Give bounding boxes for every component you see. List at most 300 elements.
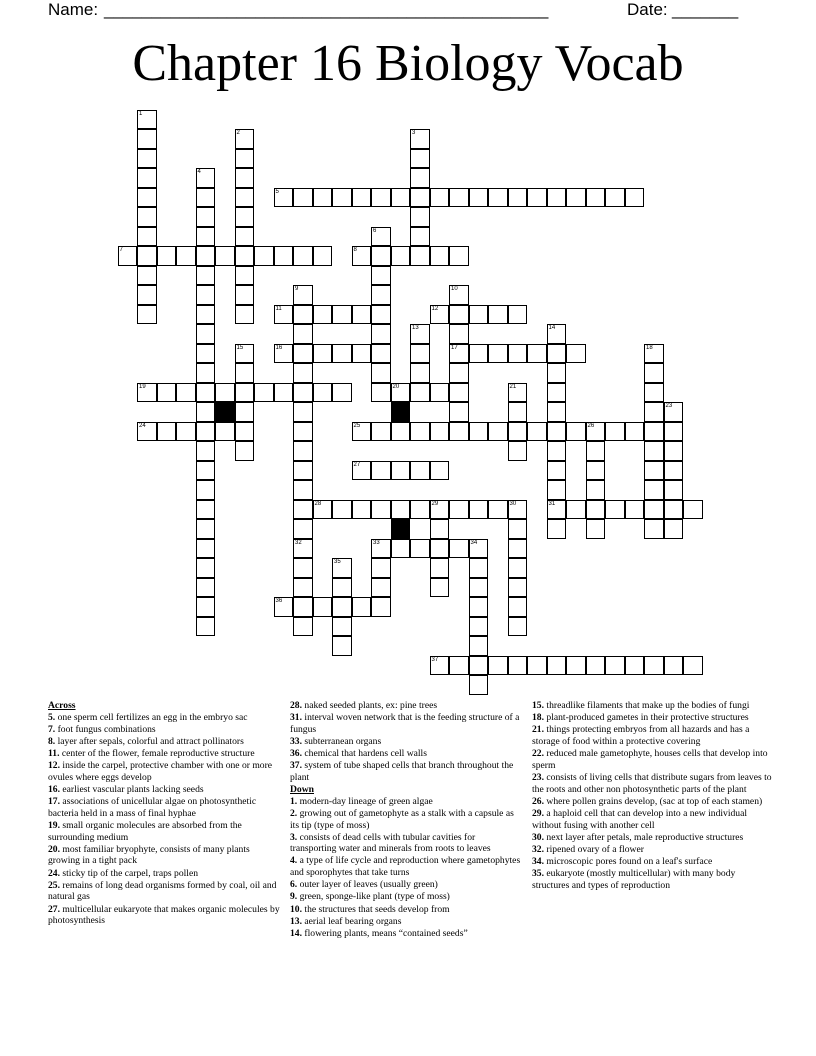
crossword-cell[interactable] — [508, 383, 528, 403]
crossword-cell[interactable] — [547, 422, 567, 442]
crossword-cell[interactable] — [625, 500, 645, 520]
crossword-cell[interactable] — [664, 422, 684, 442]
crossword-cell[interactable] — [391, 383, 411, 403]
crossword-cell[interactable] — [391, 500, 411, 520]
crossword-cell[interactable] — [293, 422, 313, 442]
crossword-cell[interactable] — [352, 344, 372, 364]
crossword-cell[interactable] — [410, 344, 430, 364]
crossword-cell[interactable] — [313, 344, 333, 364]
across-clue — [48, 736, 280, 748]
crossword-cell[interactable] — [586, 422, 606, 442]
crossword-cell[interactable] — [235, 285, 255, 305]
crossword-cell[interactable] — [293, 383, 313, 403]
crossword-cell[interactable] — [196, 188, 216, 208]
crossword-cell[interactable] — [664, 461, 684, 481]
crossword-cell[interactable] — [644, 344, 664, 364]
crossword-cell[interactable] — [196, 402, 216, 422]
crossword-cell[interactable] — [410, 383, 430, 403]
down-clue — [290, 891, 522, 903]
crossword-cell[interactable] — [586, 461, 606, 481]
crossword-cell[interactable] — [508, 539, 528, 559]
clue-number-label: 35. — [532, 868, 544, 880]
crossword-cell[interactable] — [196, 461, 216, 481]
crossword-cell[interactable] — [469, 578, 489, 598]
crossword-cell[interactable] — [430, 305, 450, 325]
crossword-cell[interactable] — [235, 129, 255, 149]
crossword-cell[interactable] — [332, 558, 352, 578]
crossword-cell[interactable] — [274, 383, 294, 403]
crossword-cell[interactable] — [118, 246, 138, 266]
crossword-cell[interactable] — [196, 500, 216, 520]
crossword-cell[interactable] — [449, 285, 469, 305]
crossword-cell[interactable] — [235, 402, 255, 422]
crossword-cell[interactable] — [547, 188, 567, 208]
clue-number-label: 4. — [290, 855, 298, 867]
crossword-cell[interactable] — [430, 519, 450, 539]
crossword-cell[interactable] — [293, 461, 313, 481]
crossword-cell[interactable] — [196, 363, 216, 383]
down-clue — [532, 724, 772, 747]
crossword-cell[interactable] — [293, 305, 313, 325]
crossword-cell[interactable] — [625, 188, 645, 208]
crossword-cell[interactable] — [352, 500, 372, 520]
crossword-cell[interactable] — [196, 539, 216, 559]
clue-number: 17 — [451, 344, 458, 351]
crossword-cell[interactable] — [508, 188, 528, 208]
crossword-cell[interactable] — [410, 422, 430, 442]
crossword-cell[interactable] — [196, 246, 216, 266]
crossword-cell[interactable] — [683, 500, 703, 520]
crossword-cell[interactable] — [508, 597, 528, 617]
crossword-cell[interactable] — [527, 188, 547, 208]
clue-number-label: 30. — [532, 831, 544, 843]
crossword-cell[interactable] — [430, 578, 450, 598]
crossword-cell[interactable] — [625, 656, 645, 676]
crossword-cell[interactable] — [644, 500, 664, 520]
crossword-cell[interactable] — [508, 519, 528, 539]
black-square — [215, 402, 235, 422]
crossword-cell[interactable] — [196, 344, 216, 364]
crossword-cell[interactable] — [625, 422, 645, 442]
crossword-cell[interactable] — [586, 500, 606, 520]
crossword-cell[interactable] — [683, 656, 703, 676]
crossword-cell[interactable] — [352, 422, 372, 442]
crossword-cell[interactable] — [410, 227, 430, 247]
crossword-cell[interactable] — [644, 461, 664, 481]
crossword-cell[interactable] — [332, 305, 352, 325]
crossword-cell[interactable] — [293, 617, 313, 637]
crossword-cell[interactable] — [293, 246, 313, 266]
crossword-cell[interactable] — [527, 422, 547, 442]
crossword-cell[interactable] — [508, 305, 528, 325]
crossword-cell[interactable] — [430, 383, 450, 403]
crossword-cell[interactable] — [469, 597, 489, 617]
crossword-cell[interactable] — [293, 402, 313, 422]
crossword-cell[interactable] — [605, 422, 625, 442]
crossword-cell[interactable] — [196, 383, 216, 403]
clue-text: system of tube shaped cells that branch throughout the plant — [290, 760, 514, 783]
crossword-cell[interactable] — [235, 363, 255, 383]
crossword-cell[interactable] — [332, 636, 352, 656]
crossword-cell[interactable] — [586, 656, 606, 676]
crossword-cell[interactable] — [157, 422, 177, 442]
crossword-cell[interactable] — [196, 266, 216, 286]
crossword-cell[interactable] — [196, 227, 216, 247]
crossword-cell[interactable] — [566, 422, 586, 442]
crossword-cell[interactable] — [488, 422, 508, 442]
crossword-cell[interactable] — [235, 344, 255, 364]
crossword-cell[interactable] — [527, 656, 547, 676]
crossword-cell[interactable] — [235, 305, 255, 325]
crossword-cell[interactable] — [391, 539, 411, 559]
crossword-cell[interactable] — [430, 188, 450, 208]
crossword-cell[interactable] — [391, 188, 411, 208]
crossword-cell[interactable] — [235, 207, 255, 227]
crossword-cell[interactable] — [488, 500, 508, 520]
crossword-cell[interactable] — [137, 246, 157, 266]
crossword-cell[interactable] — [430, 246, 450, 266]
crossword-cell[interactable] — [508, 422, 528, 442]
crossword-cell[interactable] — [332, 617, 352, 637]
crossword-cell[interactable] — [430, 422, 450, 442]
crossword-cell[interactable] — [547, 344, 567, 364]
crossword-cell[interactable] — [371, 539, 391, 559]
crossword-cell[interactable] — [371, 500, 391, 520]
across-clue — [48, 868, 280, 880]
crossword-cell[interactable] — [196, 207, 216, 227]
crossword-cell[interactable] — [137, 422, 157, 442]
crossword-cell[interactable] — [293, 188, 313, 208]
down-clue — [532, 832, 772, 844]
crossword-cell[interactable] — [332, 597, 352, 617]
clue-number-label: 17. — [48, 796, 60, 808]
crossword-cell[interactable] — [274, 188, 294, 208]
crossword-cell[interactable] — [176, 246, 196, 266]
crossword-cell[interactable] — [235, 168, 255, 188]
crossword-cell[interactable] — [527, 344, 547, 364]
crossword-cell[interactable] — [586, 188, 606, 208]
crossword-cell[interactable] — [488, 344, 508, 364]
crossword-cell[interactable] — [137, 305, 157, 325]
crossword-cell[interactable] — [410, 188, 430, 208]
crossword-cell[interactable] — [410, 149, 430, 169]
crossword-cell[interactable] — [235, 188, 255, 208]
crossword-cell[interactable] — [547, 324, 567, 344]
crossword-cell[interactable] — [352, 246, 372, 266]
crossword-cell[interactable] — [449, 188, 469, 208]
crossword-cell[interactable] — [566, 656, 586, 676]
crossword-cell[interactable] — [469, 500, 489, 520]
crossword-cell[interactable] — [293, 578, 313, 598]
crossword-cell[interactable] — [547, 500, 567, 520]
crossword-cell[interactable] — [449, 383, 469, 403]
crossword-cell[interactable] — [605, 656, 625, 676]
crossword-cell[interactable] — [293, 519, 313, 539]
crossword-cell[interactable] — [274, 305, 294, 325]
crossword-cell[interactable] — [235, 422, 255, 442]
crossword-cell[interactable] — [313, 597, 333, 617]
crossword-cell[interactable] — [293, 324, 313, 344]
crossword-cell[interactable] — [664, 656, 684, 676]
crossword-cell[interactable] — [449, 500, 469, 520]
crossword-cell[interactable] — [293, 285, 313, 305]
crossword-cell[interactable] — [137, 188, 157, 208]
crossword-cell[interactable] — [137, 285, 157, 305]
crossword-cell[interactable] — [449, 656, 469, 676]
crossword-cell[interactable] — [196, 617, 216, 637]
crossword-cell[interactable] — [566, 500, 586, 520]
crossword-cell[interactable] — [235, 266, 255, 286]
crossword-cell[interactable] — [235, 383, 255, 403]
crossword-cell[interactable] — [488, 656, 508, 676]
crossword-cell[interactable] — [137, 207, 157, 227]
crossword-cell[interactable] — [410, 461, 430, 481]
crossword-cell[interactable] — [547, 441, 567, 461]
crossword-cell[interactable] — [566, 344, 586, 364]
crossword-cell[interactable] — [274, 597, 294, 617]
clue-number: 24 — [139, 422, 146, 429]
crossword-cell[interactable] — [371, 324, 391, 344]
crossword-cell[interactable] — [430, 558, 450, 578]
crossword-cell[interactable] — [469, 305, 489, 325]
crossword-cell[interactable] — [137, 227, 157, 247]
crossword-cell[interactable] — [508, 344, 528, 364]
crossword-cell[interactable] — [469, 675, 489, 695]
clue-text: associations of unicellular algae on photosynthetic bacteria held in a mass of final hyphae — [48, 796, 257, 819]
crossword-cell[interactable] — [664, 500, 684, 520]
crossword-cell[interactable] — [469, 539, 489, 559]
crossword-cell[interactable] — [547, 461, 567, 481]
crossword-cell[interactable] — [274, 344, 294, 364]
crossword-cell[interactable] — [449, 305, 469, 325]
crossword-cell[interactable] — [586, 441, 606, 461]
crossword-cell[interactable] — [196, 285, 216, 305]
crossword-cell[interactable] — [410, 363, 430, 383]
crossword-cell[interactable] — [547, 402, 567, 422]
crossword-cell[interactable] — [313, 188, 333, 208]
crossword-cell[interactable] — [508, 402, 528, 422]
clue-number-label: 28. — [290, 700, 302, 711]
crossword-cell[interactable] — [371, 597, 391, 617]
crossword-cell[interactable] — [664, 441, 684, 461]
crossword-cell[interactable] — [137, 110, 157, 130]
crossword-cell[interactable] — [664, 480, 684, 500]
crossword-cell[interactable] — [371, 344, 391, 364]
crossword-cell[interactable] — [371, 227, 391, 247]
crossword-cell[interactable] — [371, 422, 391, 442]
crossword-cell[interactable] — [371, 363, 391, 383]
clue-number: 23 — [665, 403, 673, 409]
crossword-cell[interactable] — [371, 461, 391, 481]
crossword-cell[interactable] — [547, 363, 567, 383]
crossword-cell[interactable] — [313, 305, 333, 325]
crossword-cell[interactable] — [586, 519, 606, 539]
crossword-cell[interactable] — [410, 500, 430, 520]
crossword-cell[interactable] — [352, 461, 372, 481]
crossword-cell[interactable] — [644, 422, 664, 442]
crossword-cell[interactable] — [332, 188, 352, 208]
crossword-cell[interactable] — [644, 656, 664, 676]
clue-number: 31 — [548, 500, 556, 507]
crossword-cell[interactable] — [371, 305, 391, 325]
crossword-cell[interactable] — [196, 422, 216, 442]
crossword-cell[interactable] — [469, 188, 489, 208]
crossword-cell[interactable] — [371, 266, 391, 286]
crossword-cell[interactable] — [508, 656, 528, 676]
crossword-cell[interactable] — [352, 597, 372, 617]
crossword-cell[interactable] — [644, 441, 664, 461]
crossword-cell[interactable] — [235, 149, 255, 169]
crossword-cell[interactable] — [371, 285, 391, 305]
crossword-cell[interactable] — [566, 188, 586, 208]
across-clue — [48, 760, 280, 783]
crossword-cell[interactable] — [410, 324, 430, 344]
crossword-cell[interactable] — [352, 305, 372, 325]
crossword-cell[interactable] — [605, 500, 625, 520]
clue-text: threadlike filaments that make up the bodies of fungi — [546, 700, 750, 711]
crossword-cell[interactable] — [449, 246, 469, 266]
crossword-cell[interactable] — [196, 480, 216, 500]
crossword-cell[interactable] — [508, 578, 528, 598]
crossword-cell[interactable] — [371, 578, 391, 598]
crossword-cell[interactable] — [430, 539, 450, 559]
clue-number-label: 9. — [290, 891, 298, 903]
crossword-cell[interactable] — [176, 422, 196, 442]
crossword-cell[interactable] — [371, 383, 391, 403]
crossword-cell[interactable] — [215, 246, 235, 266]
crossword-cell[interactable] — [371, 188, 391, 208]
crossword-cell[interactable] — [410, 168, 430, 188]
date-input-line[interactable]: _______ — [672, 0, 739, 19]
crossword-cell[interactable] — [274, 246, 294, 266]
crossword-cell[interactable] — [410, 207, 430, 227]
crossword-cell[interactable] — [157, 246, 177, 266]
crossword-cell[interactable] — [449, 324, 469, 344]
crossword-cell[interactable] — [430, 656, 450, 676]
crossword-cell[interactable] — [254, 383, 274, 403]
crossword-cell[interactable] — [430, 500, 450, 520]
crossword-cell[interactable] — [196, 519, 216, 539]
crossword-cell[interactable] — [196, 324, 216, 344]
crossword-cell[interactable] — [332, 383, 352, 403]
crossword-cell[interactable] — [605, 188, 625, 208]
crossword-cell[interactable] — [391, 422, 411, 442]
crossword-cell[interactable] — [332, 500, 352, 520]
crossword-cell[interactable] — [313, 383, 333, 403]
crossword-cell[interactable] — [586, 480, 606, 500]
crossword-cell[interactable] — [644, 480, 664, 500]
across-clue — [290, 736, 522, 748]
crossword-cell[interactable] — [469, 656, 489, 676]
crossword-cell[interactable] — [235, 441, 255, 461]
crossword-cell[interactable] — [469, 558, 489, 578]
crossword-cell[interactable] — [488, 188, 508, 208]
crossword-cell[interactable] — [488, 305, 508, 325]
crossword-cell[interactable] — [547, 656, 567, 676]
crossword-cell[interactable] — [508, 617, 528, 637]
clue-text: plant-produced gametes in their protective structures — [546, 712, 749, 724]
crossword-cell[interactable] — [371, 246, 391, 266]
crossword-cell[interactable] — [293, 480, 313, 500]
crossword-cell[interactable] — [137, 168, 157, 188]
crossword-cell[interactable] — [449, 344, 469, 364]
crossword-cell[interactable] — [410, 539, 430, 559]
crossword-cell[interactable] — [371, 558, 391, 578]
clue-number-label: 23. — [532, 771, 544, 783]
crossword-cell[interactable] — [196, 168, 216, 188]
crossword-cell[interactable] — [644, 363, 664, 383]
crossword-cell[interactable] — [508, 558, 528, 578]
crossword-cell[interactable] — [137, 149, 157, 169]
crossword-cell[interactable] — [430, 461, 450, 481]
crossword-cell[interactable] — [137, 383, 157, 403]
crossword-cell[interactable] — [547, 480, 567, 500]
crossword-cell[interactable] — [293, 558, 313, 578]
crossword-cell[interactable] — [293, 344, 313, 364]
crossword-cell[interactable] — [664, 402, 684, 422]
crossword-cell[interactable] — [547, 383, 567, 403]
crossword-cell[interactable] — [137, 129, 157, 149]
crossword-cell[interactable] — [235, 227, 255, 247]
crossword-cell[interactable] — [469, 344, 489, 364]
crossword-cell[interactable] — [196, 305, 216, 325]
crossword-cell[interactable] — [644, 519, 664, 539]
crossword-cell[interactable] — [391, 246, 411, 266]
crossword-cell[interactable] — [449, 422, 469, 442]
crossword-cell[interactable] — [293, 539, 313, 559]
crossword-cell[interactable] — [176, 383, 196, 403]
crossword-cell[interactable] — [293, 597, 313, 617]
crossword-cell[interactable] — [293, 500, 313, 520]
crossword-cell[interactable] — [449, 363, 469, 383]
crossword-cell[interactable] — [196, 441, 216, 461]
crossword-cell[interactable] — [137, 266, 157, 286]
crossword-cell[interactable] — [508, 500, 528, 520]
crossword-cell[interactable] — [391, 461, 411, 481]
crossword-cell[interactable] — [215, 383, 235, 403]
crossword-cell[interactable] — [449, 539, 469, 559]
crossword-cell[interactable] — [547, 519, 567, 539]
crossword-cell[interactable] — [644, 383, 664, 403]
crossword-cell[interactable] — [293, 363, 313, 383]
crossword-cell[interactable] — [664, 519, 684, 539]
crossword-cell[interactable] — [313, 246, 333, 266]
crossword-cell[interactable] — [508, 441, 528, 461]
crossword-cell[interactable] — [293, 441, 313, 461]
crossword-cell[interactable] — [469, 636, 489, 656]
crossword-cell[interactable] — [196, 558, 216, 578]
crossword-cell[interactable] — [332, 578, 352, 598]
crossword-cell[interactable] — [410, 246, 430, 266]
crossword-cell[interactable] — [157, 383, 177, 403]
crossword-cell[interactable] — [196, 597, 216, 617]
crossword-cell[interactable] — [469, 422, 489, 442]
date-label: Date: — [627, 0, 668, 19]
crossword-cell[interactable] — [254, 246, 274, 266]
crossword-cell[interactable] — [215, 422, 235, 442]
crossword-cell[interactable] — [196, 578, 216, 598]
crossword-cell[interactable] — [332, 344, 352, 364]
crossword-cell[interactable] — [352, 188, 372, 208]
down-clue — [532, 700, 772, 712]
crossword-cell[interactable] — [449, 402, 469, 422]
crossword-cell[interactable] — [313, 500, 333, 520]
name-input-line[interactable]: _______________________________________________ — [104, 0, 549, 19]
crossword-cell[interactable] — [410, 129, 430, 149]
crossword-cell[interactable] — [235, 246, 255, 266]
crossword-cell[interactable] — [644, 402, 664, 422]
crossword-cell[interactable] — [469, 617, 489, 637]
